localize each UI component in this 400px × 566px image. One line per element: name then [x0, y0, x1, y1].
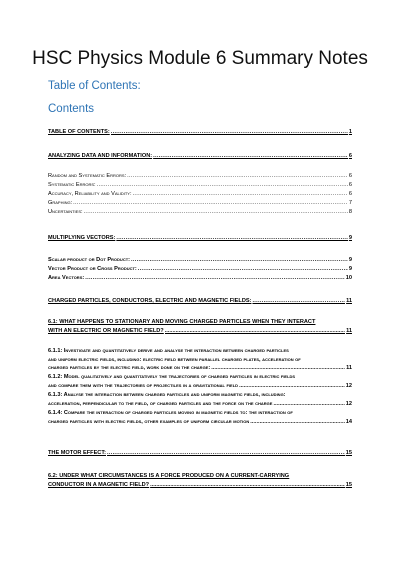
toc-entry-systematic-errors[interactable]: Systematic Errors: ..... 6	[48, 181, 352, 189]
toc-entry-6-2[interactable]: 6.2: UNDER WHAT CIRCUMSTANCES IS A FORCE PRODUCED ON A CURRENT-CARRYING CONDUCTOR IN A MAGNETIC FIELD? ..... 15	[48, 472, 352, 489]
toc-entry-6-1-2[interactable]: 6.1.2: Model qualitatively and quantitatively the trajectories of charged particles in electric fields and compare them with the trajectories of projectiles in a gravitational field ..... 12	[48, 373, 352, 390]
toc-heading: Table of Contents:	[48, 80, 141, 92]
toc-entry-uncertainties[interactable]: Uncertainties: ..... 8	[48, 208, 352, 216]
toc-entry-motor-effect[interactable]: THE MOTOR EFFECT: ..... 15	[48, 449, 352, 457]
toc-entry-6-1-1[interactable]: 6.1.1: Investigate and quantitatively derive and analyse the interaction between charged particles and uniform electric fields, including: electric field between parallel charged plates, acceleration of charged particles by the electric field, work done on the charge: ..... 11	[48, 347, 352, 373]
toc-entry-charged-particles[interactable]: CHARGED PARTICLES, CONDUCTORS, ELECTRIC AND MAGNETIC FIELDS: ..... 11	[48, 297, 352, 305]
toc-entry-6-1-3[interactable]: 6.1.3: Analyse the interaction between charged particles and uniform magnetic fields, including: acceleration, perpendicular to the field, of charged particles and the force on the charge ..... 12	[48, 391, 352, 408]
toc-entry-table-of-contents[interactable]: TABLE OF CONTENTS: ..... 1	[48, 128, 352, 136]
toc-entry-scalar-product[interactable]: Scalar product or Dot Product: ..... 9	[48, 256, 352, 264]
toc-entry-6-1-4[interactable]: 6.1.4: Compare the interaction of charged particles moving in magnetic fields to: the interaction of charged particles with electric fields, other examples of uniform circular motion ..... 14	[48, 409, 352, 426]
toc-entry-analyzing-data[interactable]: ANALYZING DATA AND INFORMATION: ..... 6	[48, 152, 352, 160]
toc-entry-area-vectors[interactable]: Area Vectors: ..... 10	[48, 274, 352, 282]
toc-entry-multiplying-vectors[interactable]: MULTIPLYING VECTORS: ..... 9	[48, 234, 352, 242]
toc-entry-accuracy-reliability-validity[interactable]: Accuracy, Reliability and Validity: ..... 6	[48, 190, 352, 198]
toc-entry-6-1[interactable]: 6.1: WHAT HAPPENS TO STATIONARY AND MOVING CHARGED PARTICLES WHEN THEY INTERACT WITH AN ELECTRIC OR MAGNETIC FIELD? ..... 11	[48, 318, 352, 335]
toc-entry-random-systematic-errors[interactable]: Random and Systematic Errors: ..... 6	[48, 172, 352, 180]
toc-entry-vector-product[interactable]: Vector Product or Cross Product: ..... 9	[48, 265, 352, 273]
document-title: HSC Physics Module 6 Summary Notes	[32, 48, 368, 69]
toc-entry-graphing[interactable]: Graphing: ..... 7	[48, 199, 352, 207]
contents-heading: Contents	[48, 103, 95, 115]
